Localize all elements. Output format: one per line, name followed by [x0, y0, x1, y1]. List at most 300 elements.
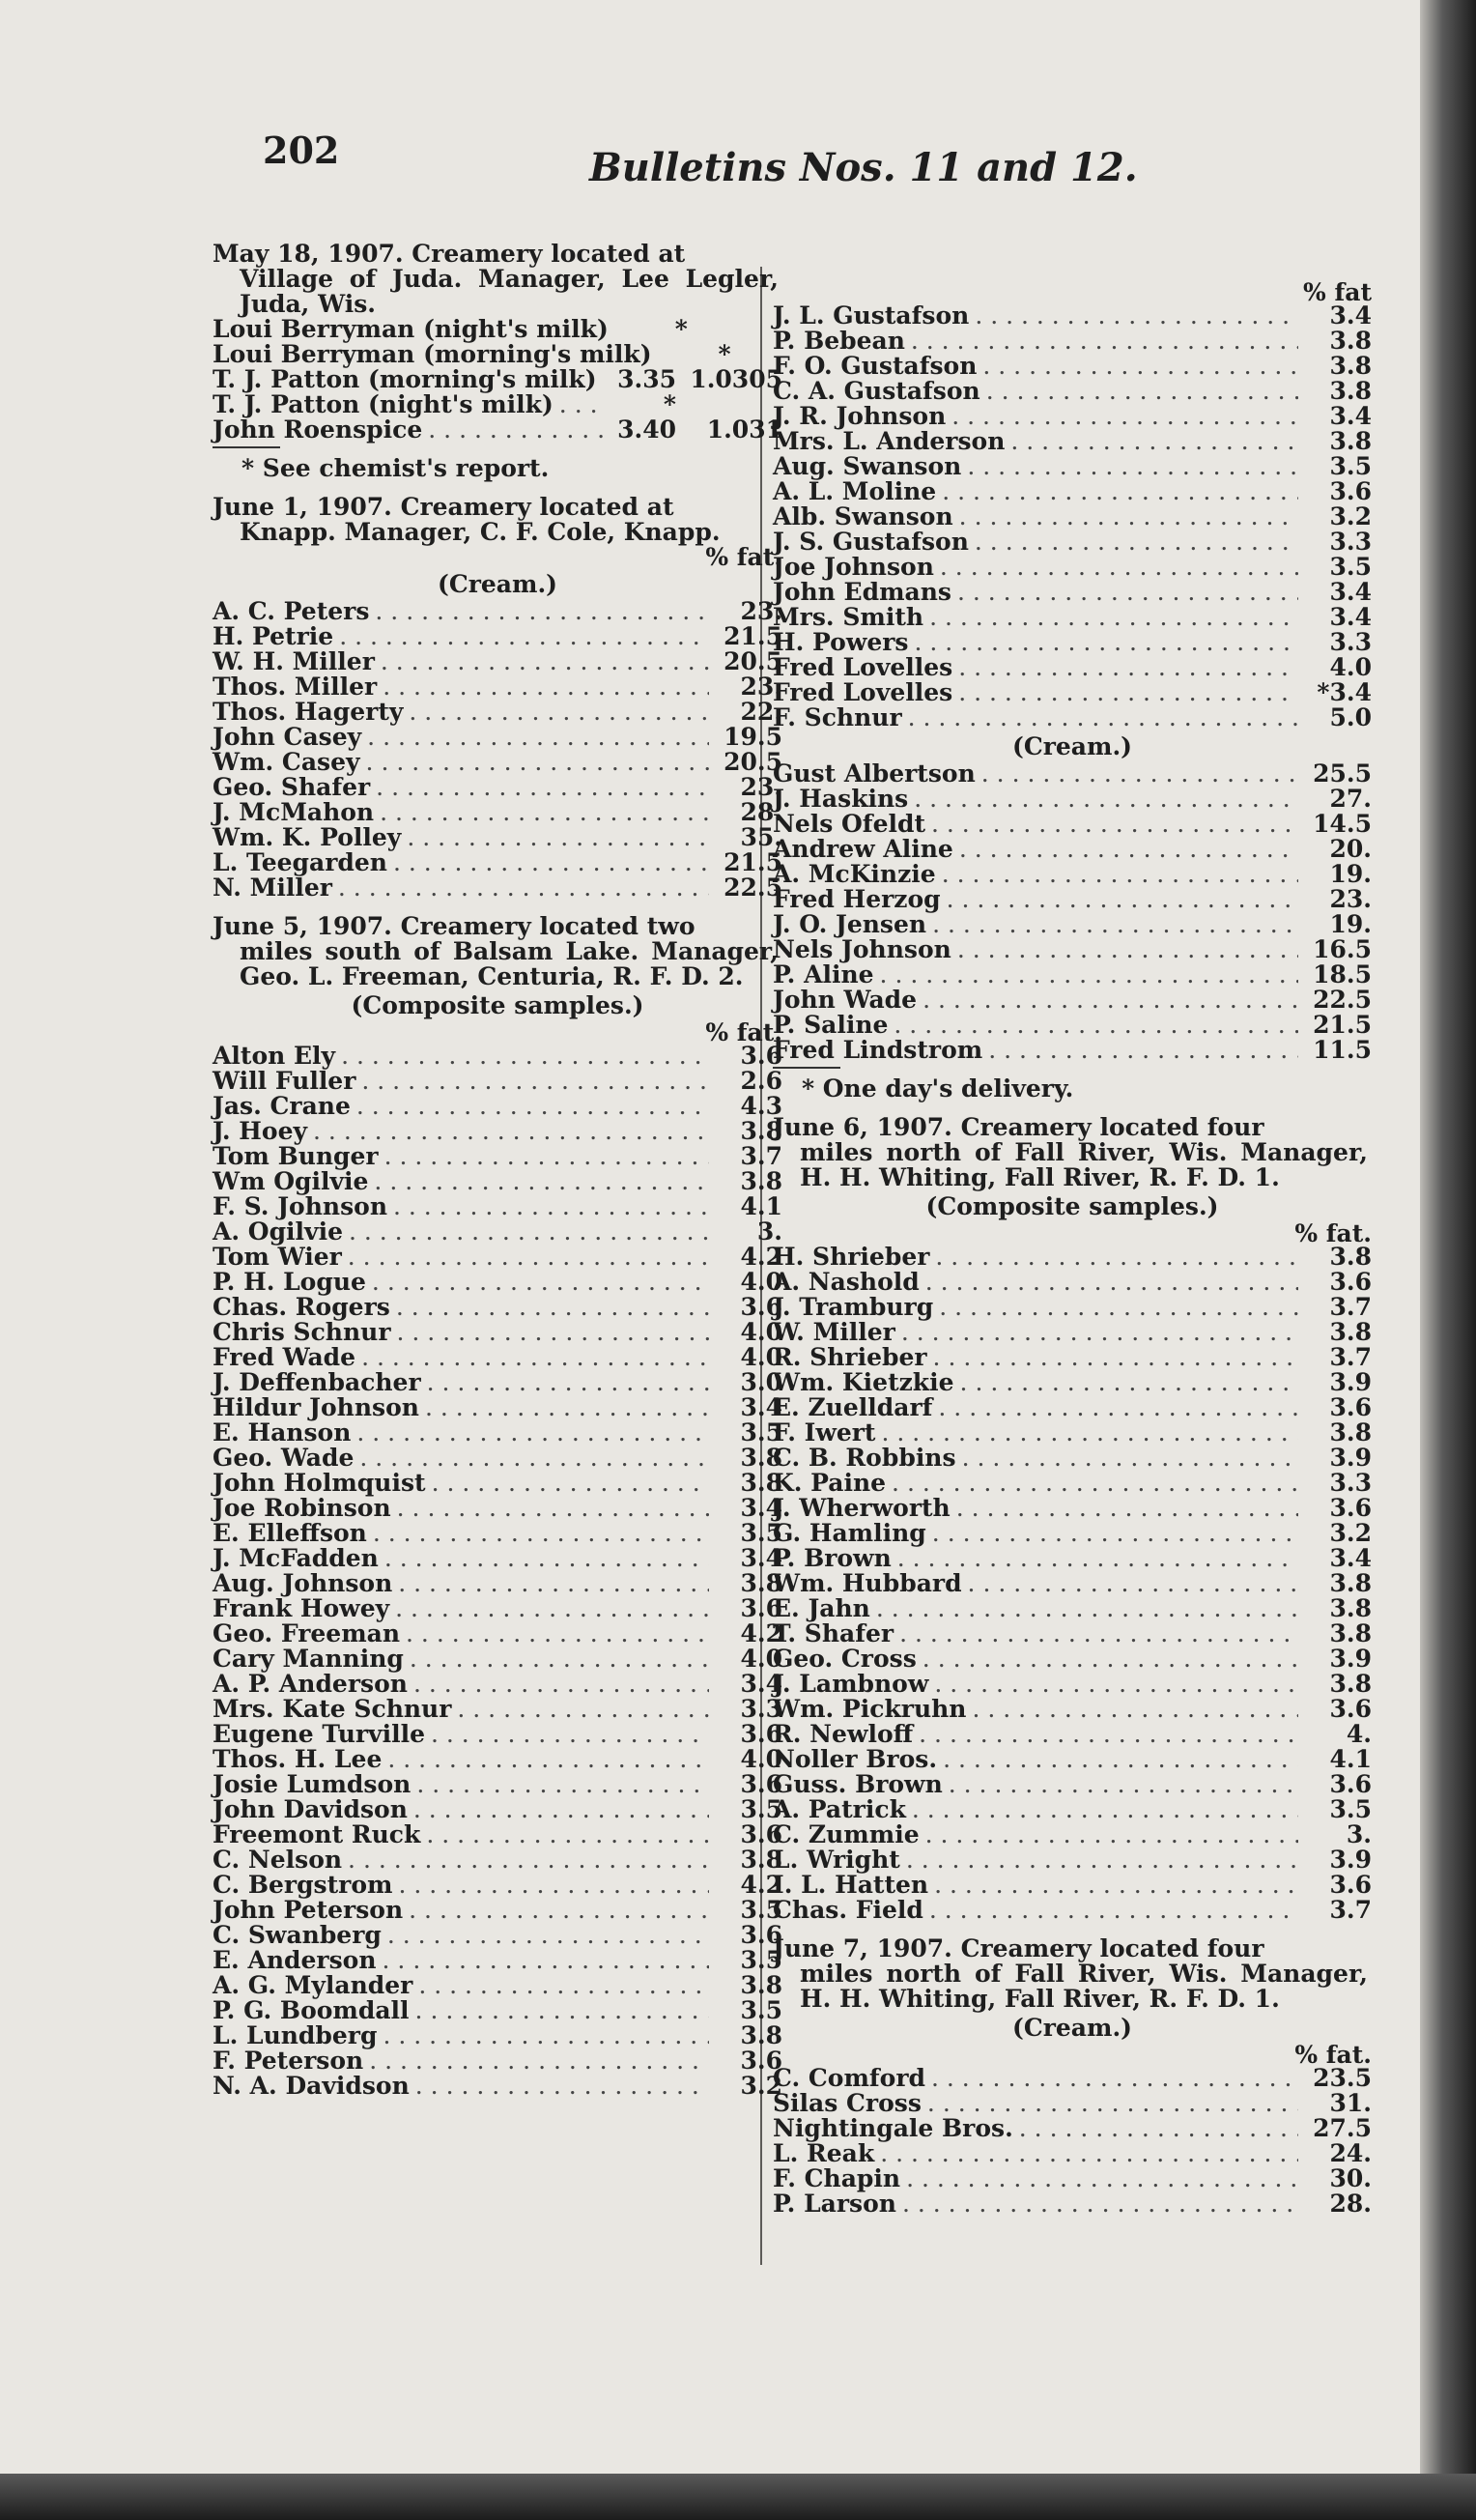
farmer-name: Fred Wade — [213, 1343, 356, 1371]
dot-leader — [425, 1395, 709, 1420]
fat-percent: 4.0 — [740, 1645, 782, 1673]
fat-percent: 4. — [1346, 1720, 1372, 1748]
table-row — [213, 1420, 782, 1446]
fat-percent: 3.2 — [1329, 1519, 1372, 1547]
heading-first-line: June 5, 1907. Creamery located two — [213, 912, 695, 940]
table-row — [213, 367, 782, 392]
table-row — [213, 750, 782, 775]
dot-leader — [957, 580, 1298, 605]
dot-leader — [361, 1069, 709, 1094]
dot-leader — [376, 775, 709, 800]
farmer-name: J. R. Johnson — [773, 402, 947, 430]
table-row — [773, 2191, 1372, 2217]
dot-leader — [957, 937, 1298, 962]
table-row — [773, 580, 1372, 605]
table-row — [213, 700, 782, 725]
table-row — [773, 1496, 1372, 1521]
dot-leader — [922, 988, 1298, 1013]
table-row — [213, 825, 782, 850]
dot-leader — [901, 1320, 1298, 1345]
dot-leader — [929, 605, 1298, 630]
farmer-name: Alb. Swanson — [773, 502, 953, 530]
farmer-name: P. H. Logue — [213, 1268, 366, 1296]
farmer-name: Thos. H. Lee — [213, 1745, 383, 1773]
dot-leader — [931, 2066, 1298, 2091]
farmer-name: A. Ogilvie — [213, 1217, 343, 1246]
dot-leader — [967, 454, 1298, 479]
farmer-name: Loui Berryman (night's milk) — [213, 315, 609, 343]
dot-leader — [372, 1270, 709, 1295]
dot-leader — [338, 875, 709, 901]
dot-leader — [413, 1797, 709, 1822]
dot-leader — [911, 329, 1298, 354]
fat-percent: 3.8 — [1329, 1594, 1372, 1622]
section-heading — [773, 1936, 1372, 2012]
farmer-name: Geo. Freeman — [213, 1619, 401, 1647]
farmer-name: T. J. Patton (morning's milk) — [213, 365, 597, 393]
fat-percent: 19. — [1329, 910, 1372, 938]
dot-leader — [975, 303, 1298, 329]
table-row — [773, 354, 1372, 379]
dot-leader — [1010, 429, 1298, 454]
table-row — [773, 761, 1372, 787]
fat-percent: 2.6 — [740, 1067, 782, 1095]
dot-leader — [894, 1013, 1298, 1038]
composite-test-table — [213, 1044, 782, 2099]
dot-leader — [922, 1647, 1298, 1672]
fat-percent: 3.8 — [1329, 1619, 1372, 1647]
table-row — [213, 674, 782, 700]
dot-leader — [906, 2166, 1298, 2191]
dot-leader — [880, 2141, 1298, 2166]
table-row — [213, 1621, 782, 1647]
farmer-name: Tom Bunger — [213, 1142, 379, 1170]
farmer-name: Noller Bros. — [773, 1745, 938, 1773]
table-row — [213, 417, 782, 443]
fat-percent: 22. — [740, 698, 782, 726]
fat-percent: 16.5 — [1313, 935, 1372, 963]
table-row — [213, 1044, 782, 1069]
table-row — [773, 862, 1372, 887]
section-heading — [213, 914, 782, 989]
table-row — [773, 1395, 1372, 1420]
table-row — [213, 800, 782, 825]
dot-leader — [431, 1722, 709, 1747]
farmer-name: Wm. Hubbard — [773, 1569, 962, 1597]
fat-percent: 3.0 — [740, 1368, 782, 1396]
farmer-name: P. Brown — [773, 1544, 892, 1572]
farmer-name: Fred Lovelles — [773, 678, 953, 706]
table-row — [773, 787, 1372, 812]
dot-leader — [934, 1873, 1298, 1898]
farmer-name: John Wade — [773, 986, 918, 1014]
dot-leader — [366, 750, 709, 775]
dot-leader — [951, 404, 1298, 429]
farmer-name: W. Miller — [773, 1318, 895, 1346]
dot-leader — [413, 1672, 709, 1697]
dot-leader — [341, 1044, 709, 1069]
page-edge-shadow — [1420, 0, 1476, 2520]
farmer-name: W. H. Miller — [213, 647, 375, 675]
farmer-name: Mrs. Smith — [773, 603, 924, 631]
left-column — [213, 242, 782, 2112]
fat-percent: 5.0 — [1329, 703, 1372, 731]
fat-percent: 11.5 — [1313, 1036, 1372, 1064]
farmer-name: J. Lambnow — [773, 1670, 929, 1698]
fat-percent: 3.4 — [740, 1670, 782, 1698]
farmer-name: Nels Ofeldt — [773, 810, 925, 838]
dot-leader — [397, 1320, 710, 1345]
dot-leader — [982, 354, 1298, 379]
fat-percent: 4.2 — [740, 1619, 782, 1647]
fat-percent: 28. — [1329, 2190, 1372, 2218]
table-row — [773, 1822, 1372, 1847]
section-juda — [213, 242, 782, 481]
dot-leader — [933, 1345, 1298, 1370]
fat-percent: 3.9 — [1329, 1645, 1372, 1673]
farmer-name: K. Paine — [773, 1469, 887, 1497]
page-number: 202 — [263, 129, 340, 172]
fat-percent: 3.7 — [1329, 1293, 1372, 1321]
farmer-name: Thos. Hagerty — [213, 698, 404, 726]
table-row — [773, 1320, 1372, 1345]
table-row — [773, 1571, 1372, 1596]
cream-test-table — [773, 2066, 1372, 2217]
table-row — [213, 1747, 782, 1772]
farmer-name: Joe Johnson — [773, 553, 934, 581]
composite-test-table — [773, 1245, 1372, 1923]
table-row — [213, 317, 782, 342]
page-bottom-shadow — [0, 2474, 1476, 2520]
dot-leader — [348, 1847, 709, 1873]
table-row — [213, 1722, 782, 1747]
farmer-name: E. Zuelldarf — [773, 1393, 933, 1421]
table-row — [773, 303, 1372, 329]
dot-leader — [380, 800, 709, 825]
table-row — [213, 1923, 782, 1948]
farmer-name: E. Hanson — [213, 1418, 352, 1446]
fat-percent: 3.8 — [1329, 1418, 1372, 1446]
table-row — [213, 1144, 782, 1169]
dot-leader — [416, 1772, 709, 1797]
table-row — [773, 2091, 1372, 2116]
farmer-name: E. Elleffson — [213, 1519, 367, 1547]
farmer-name: Will Fuller — [213, 1067, 356, 1095]
fat-percent: 23. — [740, 773, 782, 801]
section-knapp — [213, 495, 782, 901]
fat-percent: 3.2 — [1329, 502, 1372, 530]
fat-percent: 3.4 — [740, 1393, 782, 1421]
table-row — [773, 1295, 1372, 1320]
fat-percent: 3.9 — [1329, 1444, 1372, 1472]
farmer-name: F. Iwert — [773, 1418, 876, 1446]
fat-percent: 3.8 — [740, 1846, 782, 1874]
farmer-name: John Holmquist — [213, 1469, 426, 1497]
dot-leader — [968, 1571, 1298, 1596]
fat-percent: 3.5 — [740, 1996, 782, 2024]
dot-leader — [986, 379, 1298, 404]
table-row — [213, 2023, 782, 2048]
fat-percent: 3.6 — [1329, 1268, 1372, 1296]
table-row — [773, 1847, 1372, 1873]
table-row — [213, 1345, 782, 1370]
table-row — [213, 1822, 782, 1847]
fat-percent: 3.3 — [1329, 528, 1372, 556]
fat-percent: 23. — [1329, 885, 1372, 913]
dot-leader — [373, 1521, 709, 1546]
table-row — [773, 837, 1372, 862]
dot-leader — [925, 1822, 1298, 1847]
fat-percent: 3.8 — [740, 1444, 782, 1472]
farmer-name: Mrs. L. Anderson — [773, 427, 1006, 455]
fat-percent: 3.6 — [740, 1042, 782, 1070]
fat-percent: 3.3 — [1329, 1469, 1372, 1497]
dot-leader — [975, 530, 1298, 555]
table-row — [213, 1094, 782, 1119]
fat-percent: 3.40 — [617, 415, 676, 444]
dot-leader — [559, 392, 603, 417]
heading-first-line: June 1, 1907. Creamery located at — [213, 493, 674, 521]
table-row — [213, 1948, 782, 1973]
fat-percent: 3.4 — [1329, 402, 1372, 430]
table-row — [773, 655, 1372, 680]
fat-percent: 3.7 — [1329, 1343, 1372, 1371]
farmer-name: J. Wherworth — [773, 1494, 951, 1522]
dot-leader — [927, 2091, 1298, 2116]
farmer-name: Freemont Ruck — [213, 1820, 421, 1848]
fat-percent: *3.4 — [1317, 678, 1372, 706]
right-column — [773, 280, 1372, 2230]
dot-leader — [939, 1295, 1298, 1320]
farmer-name: C. Swanberg — [213, 1921, 382, 1949]
table-row — [213, 1395, 782, 1420]
dot-leader — [339, 624, 709, 649]
farmer-name: J. Haskins — [773, 785, 909, 813]
fat-percent: 4.3 — [740, 1092, 782, 1120]
fat-percent: 3.4 — [1329, 301, 1372, 329]
dot-leader — [959, 837, 1298, 862]
table-row — [213, 875, 782, 901]
farmer-name: C. B. Robbins — [773, 1444, 956, 1472]
dot-leader — [407, 825, 709, 850]
dot-leader — [384, 1546, 709, 1571]
fat-percent: 3.6 — [740, 2047, 782, 2075]
farmer-name: F. O. Gustafson — [773, 352, 978, 380]
dot-leader — [356, 1094, 709, 1119]
section-fall-river-june-7 — [773, 1936, 1372, 2217]
dot-leader — [356, 1420, 709, 1446]
table-row — [213, 1898, 782, 1923]
dot-leader — [387, 1747, 709, 1772]
dot-leader — [395, 1596, 709, 1621]
farmer-name: Eugene Turville — [213, 1720, 425, 1748]
running-title: Bulletins Nos. 11 and 12. — [589, 145, 1138, 190]
dot-leader — [398, 1571, 709, 1596]
dot-leader — [919, 1722, 1298, 1747]
fat-percent: 3.8 — [740, 1469, 782, 1497]
table-row — [213, 1998, 782, 2023]
fat-percent: 28. — [740, 798, 782, 826]
farmer-name: John Peterson — [213, 1896, 404, 1924]
fat-percent: 30. — [1329, 2164, 1372, 2192]
farmer-name: Chas. Field — [773, 1896, 923, 1924]
dot-leader — [457, 1697, 709, 1722]
table-row — [773, 1647, 1372, 1672]
table-row — [213, 342, 782, 367]
table-row — [773, 1697, 1372, 1722]
table-row — [213, 1847, 782, 1873]
dot-leader — [313, 1119, 709, 1144]
farmer-name: F. S. Johnson — [213, 1192, 387, 1220]
fat-percent: 24. — [1329, 2139, 1372, 2167]
fat-percent: 20.5 — [724, 647, 782, 675]
composite-test-table — [773, 303, 1372, 730]
fat-percent: 27. — [1329, 785, 1372, 813]
farmer-name: Geo. Shafer — [213, 773, 371, 801]
farmer-name: Wm. K. Polley — [213, 823, 402, 851]
farmer-name: H. Petrie — [213, 622, 334, 650]
column-header-fat: % fat. — [705, 1018, 782, 1046]
farmer-name: Aug. Johnson — [213, 1569, 393, 1597]
cream-test-table — [213, 599, 782, 901]
table-row — [773, 1013, 1372, 1038]
farmer-name: J. L. Gustafson — [773, 301, 970, 329]
dot-leader — [349, 1219, 709, 1245]
specific-gravity: 1.031 — [706, 415, 782, 444]
fat-percent: 4.1 — [740, 1192, 782, 1220]
table-row — [213, 1169, 782, 1194]
fat-percent: 35. — [740, 823, 782, 851]
milk-test-table — [213, 317, 782, 443]
fat-percent: 3.4 — [740, 1494, 782, 1522]
farmer-name: Wm Ogilvie — [213, 1167, 369, 1195]
fat-percent: 23. — [740, 673, 782, 701]
farmer-name: C. Nelson — [213, 1846, 343, 1874]
farmer-name: Wm. Pickruhn — [773, 1695, 967, 1723]
fat-percent: 22.5 — [1313, 986, 1372, 1014]
dot-leader — [935, 1245, 1298, 1270]
fat-percent: 21.5 — [724, 848, 782, 876]
dot-leader — [359, 1446, 709, 1471]
table-row — [773, 1772, 1372, 1797]
fat-percent: 3.6 — [1329, 1393, 1372, 1421]
fat-percent: 20.5 — [724, 748, 782, 776]
table-row — [773, 1446, 1372, 1471]
table-row — [773, 2066, 1372, 2091]
fat-percent: 4.0 — [740, 1343, 782, 1371]
fat-percent: 3.6 — [740, 1770, 782, 1798]
dot-leader — [925, 1270, 1298, 1295]
dot-leader — [415, 1998, 709, 2023]
farmer-name: Wm. Casey — [213, 748, 360, 776]
fat-percent: 4.0 — [1329, 653, 1372, 681]
fat-percent: 3.2 — [740, 2072, 782, 2100]
fat-percent: 3.9 — [1329, 1846, 1372, 1874]
table-row — [773, 530, 1372, 555]
fat-percent: 4.0 — [740, 1318, 782, 1346]
dot-leader — [387, 1923, 709, 1948]
table-row — [773, 912, 1372, 937]
dot-leader — [929, 1898, 1298, 1923]
table-row — [773, 429, 1372, 454]
table-row — [213, 1295, 782, 1320]
dot-leader — [988, 1038, 1298, 1063]
table-row — [773, 479, 1372, 504]
fat-percent: * — [663, 390, 676, 418]
farmer-name: A. L. Moline — [773, 477, 937, 505]
fat-percent: 3.5 — [1329, 1795, 1372, 1823]
dot-leader — [959, 504, 1298, 530]
fat-percent: 23.5 — [1313, 2064, 1372, 2092]
dot-leader — [932, 912, 1298, 937]
fat-percent: 3.8 — [1329, 1569, 1372, 1597]
column-header-fat: % fat. — [1294, 2041, 1372, 2069]
fat-percent: 3. — [1346, 1820, 1372, 1848]
dot-leader — [396, 1295, 709, 1320]
fat-percent: * — [674, 315, 688, 343]
fat-percent: 3.4 — [1329, 578, 1372, 606]
fat-percent: 3.6 — [1329, 1770, 1372, 1798]
fat-percent: 21.5 — [724, 622, 782, 650]
fat-percent: 23. — [740, 597, 782, 625]
dot-leader — [432, 1471, 709, 1496]
table-row — [773, 2141, 1372, 2166]
table-row — [773, 1038, 1372, 1063]
farmer-name: P. Aline — [773, 960, 874, 988]
farmer-name: Fred Lovelles — [773, 653, 953, 681]
table-row — [773, 1345, 1372, 1370]
dot-leader — [367, 725, 709, 750]
farmer-name: Josie Lumdson — [213, 1770, 412, 1798]
heading-rest: Knapp. Manager, C. F. Cole, Knapp. — [240, 518, 721, 546]
table-row — [213, 1596, 782, 1621]
table-row — [773, 680, 1372, 705]
farmer-name: A. Patrick — [773, 1795, 906, 1823]
fat-percent: 3.5 — [1329, 452, 1372, 480]
dot-leader — [906, 1847, 1298, 1873]
farmer-name: John Casey — [213, 723, 362, 751]
table-row — [213, 1973, 782, 1998]
farmer-name: J. O. Jensen — [773, 910, 927, 938]
fat-percent: 3.9 — [1329, 1368, 1372, 1396]
heading-rest: miles north of Fall River, Wis. Manager, H. H. Whiting, Fall River, R. F. D. 1. — [800, 1138, 1368, 1191]
farmer-name: T. Shafer — [773, 1619, 894, 1647]
table-row — [213, 1471, 782, 1496]
fat-percent: 21.5 — [1313, 1011, 1372, 1039]
fat-percent: 25.5 — [1313, 759, 1372, 788]
farmer-name: P. Larson — [773, 2190, 896, 2218]
table-row — [213, 392, 782, 417]
farmer-name: L. Reak — [773, 2139, 875, 2167]
heading-first-line: June 7, 1907. Creamery located four — [773, 1934, 1264, 1962]
table-row — [773, 988, 1372, 1013]
farmer-name: Hildur Johnson — [213, 1393, 419, 1421]
heading-rest: Village of Juda. Manager, Lee Legler, Juda, Wis. — [240, 265, 779, 318]
fat-percent: 3.7 — [1329, 1896, 1372, 1924]
table-row — [213, 599, 782, 624]
farmer-name: C. Comford — [773, 2064, 925, 2092]
table-row — [213, 1672, 782, 1697]
farmer-name: Geo. Cross — [773, 1645, 917, 1673]
table-row — [213, 1194, 782, 1219]
fat-percent: 3.35 — [617, 365, 676, 393]
table-row — [773, 379, 1372, 404]
farmer-name: J. Hoey — [213, 1117, 308, 1145]
farmer-name: Aug. Swanson — [773, 452, 962, 480]
farmer-name: Nels Johnson — [773, 935, 951, 963]
dot-leader — [915, 630, 1298, 655]
table-row — [773, 404, 1372, 429]
